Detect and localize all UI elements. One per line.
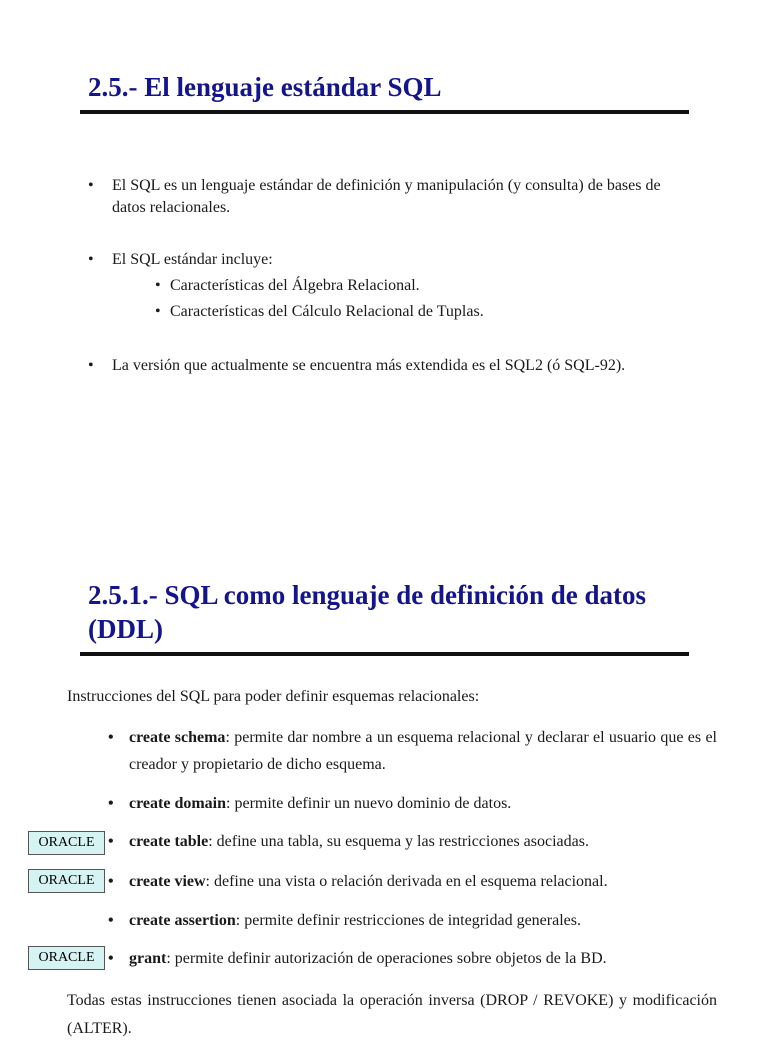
oracle-badge: ORACLE: [28, 869, 105, 893]
bullet-marker: •: [155, 277, 161, 294]
bullet-marker: •: [108, 795, 114, 812]
bullet-text: El SQL es un lenguaje estándar de definición y manipulación (y consulta) de bases de datos relacionales.: [112, 177, 661, 216]
ddl-keyword: grant: [129, 950, 167, 967]
ddl-description: : define una vista o relación derivada en el esquema relacional.: [205, 873, 608, 890]
sub-bullet-text: Características del Cálculo Relacional de Tuplas.: [170, 303, 484, 320]
title-underline: [80, 110, 689, 114]
ddl-keyword: create assertion: [129, 912, 236, 929]
footer-paragraph: Todas estas instrucciones tienen asociada la operación inversa (DROP / REVOKE) y modificación (ALTER).: [67, 992, 717, 1037]
ddl-description: : permite definir autorización de operaciones sobre objetos de la BD.: [166, 950, 607, 967]
bullet-marker: •: [108, 833, 114, 850]
section-title: 2.5.- El lenguaje estándar SQL: [88, 72, 442, 102]
ddl-description: : define una tabla, su esquema y las restricciones asociadas.: [208, 833, 589, 850]
ddl-keyword: create table: [129, 833, 209, 850]
title-underline: [80, 652, 689, 656]
bullet-item: [88, 175, 677, 219]
bullet-marker: •: [88, 357, 94, 374]
oracle-badge: ORACLE: [28, 831, 105, 855]
intro-text: Instrucciones del SQL para poder definir esquemas relacionales:: [67, 688, 480, 705]
ddl-item-create-assertion: [108, 907, 717, 934]
sub-bullet-text: Características del Álgebra Relacional.: [170, 277, 420, 294]
bullet-marker: •: [88, 251, 94, 268]
bullet-text: La versión que actualmente se encuentra más extendida es el SQL2 (ó SQL-92).: [112, 357, 626, 374]
ddl-item-create-view: [108, 868, 717, 895]
bullet-item: [88, 355, 677, 377]
bullet-marker: •: [108, 912, 114, 929]
bullet-marker: •: [108, 950, 114, 967]
sub-bullet-item: [155, 301, 484, 323]
ddl-item-create-table: [108, 828, 717, 855]
ddl-item-create-domain: [108, 790, 717, 817]
ddl-keyword: create view: [129, 873, 206, 890]
ddl-item-create-schema: [108, 724, 717, 778]
subsection-title: 2.5.1.- SQL como lenguaje de definición de datos (DDL): [88, 580, 647, 644]
ddl-description: : permite dar nombre a un esquema relacional y declarar el usuario que es el creador y propietario de dicho esquema.: [129, 729, 717, 773]
bullet-marker: •: [88, 177, 94, 194]
bullet-marker: •: [108, 729, 114, 746]
sub-bullet-item: [155, 275, 420, 297]
ddl-description: : permite definir restricciones de integridad generales.: [235, 912, 581, 929]
bullet-marker: •: [155, 303, 161, 320]
oracle-badge: ORACLE: [28, 946, 105, 970]
bullet-item: [88, 249, 677, 271]
ddl-description: : permite definir un nuevo dominio de datos.: [226, 795, 512, 812]
bullet-marker: •: [108, 873, 114, 890]
ddl-keyword: create domain: [129, 795, 227, 812]
ddl-item-grant: [108, 945, 717, 972]
ddl-keyword: create schema: [129, 729, 226, 746]
bullet-text: El SQL estándar incluye:: [112, 251, 273, 268]
